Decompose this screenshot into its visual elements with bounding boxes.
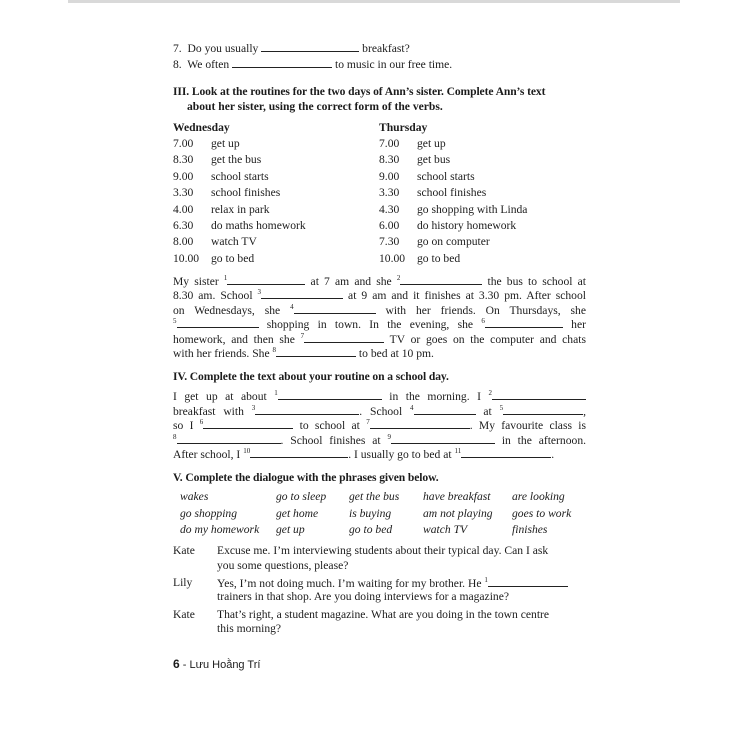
schedule-row [173,202,306,218]
section-4-heading: IV. Complete the text about your routine on a school day. [173,370,449,384]
schedule-time: 8.30 [379,153,400,167]
schedule-row [173,169,306,185]
schedule-time: 4.00 [173,202,194,216]
schedule-time: 9.00 [173,169,194,183]
worksheet-page [173,40,586,639]
schedule-activity: relax in park [211,202,270,216]
author-name: Lưu Hoằng Trí [189,659,261,671]
dialogue-turn [173,607,586,636]
phrase-item: get up [276,523,305,537]
schedule-activity: get bus [417,153,451,167]
phrase-item: get home [276,506,319,520]
answer-blank[interactable] [414,403,476,415]
schedule-activity: go shopping with Linda [417,202,528,216]
schedule-time: 9.00 [379,169,400,183]
top-border [68,0,680,3]
schedule-row [173,251,306,267]
answer-blank[interactable] [177,432,281,444]
page-footer: 6 - Lưu Hoằng Trí [173,657,261,671]
schedule-activity: school starts [211,169,269,183]
speaker-name: Kate [173,544,195,558]
schedule-row [379,152,527,168]
section-3-heading: III. Look at the routines for the two days of Ann’s sister. Complete Ann’s text about her sister, using the correct form of the verbs. [173,85,546,113]
answer-blank[interactable] [203,417,293,429]
schedule-time: 7.30 [379,235,400,249]
section-3-text: My sister $^1$ at 7 am and she $^2$ the bus to school at 8.30 am. School $^3$ at 9 am and it finishes at 3.30 pm. After school on Wednesdays, she $^4$ with her friends. On Thursdays, she $^5$ shopping in town. In the evening, she $^6$ her homework, and then she $^7$ TV or goes on the computer and chats with her friends. She $^8$ to bed at 10 pm. [173,274,586,360]
schedule-row [173,218,306,234]
phrase-item: get the bus [349,490,400,504]
schedule-activity: get up [211,137,240,150]
schedule-row [379,251,527,267]
answer-blank[interactable] [370,417,470,429]
phrase-bank [173,489,586,543]
page-number: 6 [173,657,180,671]
phrase-item: wakes [180,490,209,504]
phrase-item: go to sleep [276,490,327,504]
schedule-time: 8.30 [173,153,194,167]
schedule-time: 6.00 [379,218,400,232]
wednesday-column [173,120,306,267]
schedule-time: 3.30 [173,186,194,200]
answer-blank[interactable] [177,316,259,328]
speech-line: this morning? [217,622,282,636]
answer-blank[interactable] [400,273,482,285]
answer-blank[interactable] [276,345,356,357]
schedule-activity: do maths homework [211,218,306,232]
answer-blank[interactable] [485,316,563,328]
phrase-item: is buying [349,506,392,520]
question-text: We often [187,58,230,71]
thursday-column [379,120,527,267]
dialogue [173,543,586,635]
schedule-row [173,185,306,201]
question-text: Do you usually [187,42,259,55]
answer-blank[interactable] [227,273,305,285]
answer-blank[interactable] [461,446,551,458]
question-8 [173,56,586,72]
schedule-time: 10.00 [173,251,200,265]
answer-blank[interactable] [255,403,359,415]
schedule-activity: get the bus [211,153,262,167]
schedule-row [173,136,306,152]
phrase-item: are looking [512,490,565,504]
schedule-row [379,136,527,152]
schedule-time: 7.00 [173,137,194,150]
dialogue-turn [173,543,586,572]
day-title: Wednesday [173,121,230,134]
day-title: Thursday [379,121,428,134]
dialogue-turn [173,575,586,604]
answer-blank[interactable] [261,40,359,52]
section-4-text: I get up at about $^1$ in the morning. I $^2$ breakfast with $^3$ . School $^4$ at $^5$ , so I $^6$ to school at $^7$ . My favourite class is $^8$ . School finishes at $^9$ in the afternoon. After school, I $^{10}$ . I usually go to bed at $^{11}$ . [173,389,587,461]
phrase-item: go shopping [180,506,238,520]
routine-schedule [173,120,586,270]
schedule-activity: watch TV [211,235,257,249]
answer-blank[interactable] [278,388,382,400]
schedule-row [379,169,527,185]
schedule-row [379,185,527,201]
answer-blank[interactable] [488,575,568,587]
speech-line: Yes, I’m not doing much. I’m waiting for my brother. He $^1$ [217,575,586,589]
phrase-item: goes to work [512,506,572,520]
question-number: 7. [173,42,182,55]
schedule-activity: go on computer [417,235,490,249]
phrase-item: am not playing [423,506,493,520]
schedule-time: 10.00 [379,251,406,265]
schedule-time: 7.00 [379,137,400,150]
speech-line: trainers in that shop. Are you doing interviews for a magazine? [217,590,510,604]
question-text: breakfast? [362,42,410,55]
answer-blank[interactable] [391,432,495,444]
schedule-row [173,234,306,250]
schedule-activity: school starts [417,169,475,183]
schedule-activity: school finishes [211,186,281,200]
schedule-row [173,152,306,168]
phrase-item: go to bed [349,523,393,537]
question-7 [173,40,586,56]
answer-blank[interactable] [250,446,348,458]
phrase-item: have breakfast [423,490,491,504]
phrase-item: watch TV [423,523,468,537]
phrase-item: do my homework [180,523,260,537]
schedule-row [379,234,527,250]
answer-blank[interactable] [232,56,332,68]
section-5-heading: V. Complete the dialogue with the phrases given below. [173,471,439,485]
schedule-time: 6.30 [173,218,194,232]
answer-blank[interactable] [492,388,586,400]
phrase-item: finishes [512,523,548,537]
answer-blank[interactable] [503,403,583,415]
schedule-time: 4.30 [379,202,400,216]
speech-line: Excuse me. I’m interviewing students about their typical day. Can I ask [217,544,549,558]
schedule-activity: do history homework [417,218,517,232]
answer-blank[interactable] [294,302,376,314]
answer-blank[interactable] [304,331,384,343]
speech-line: That’s right, a student magazine. What are you doing in the town centre [217,607,550,621]
schedule-activity: school finishes [417,186,487,200]
schedule-row [379,218,527,234]
schedule-time: 3.30 [379,186,400,200]
schedule-activity: go to bed [211,251,255,265]
speaker-name: Kate [173,607,195,621]
schedule-time: 8.00 [173,235,194,249]
schedule-activity: get up [417,137,446,150]
speech-line: you some questions, please? [217,558,349,572]
schedule-activity: go to bed [417,251,461,265]
question-number: 8. [173,58,182,71]
speaker-name: Lily [173,576,193,590]
schedule-row [379,202,527,218]
question-text: to music in our free time. [335,58,453,71]
answer-blank[interactable] [261,287,343,299]
